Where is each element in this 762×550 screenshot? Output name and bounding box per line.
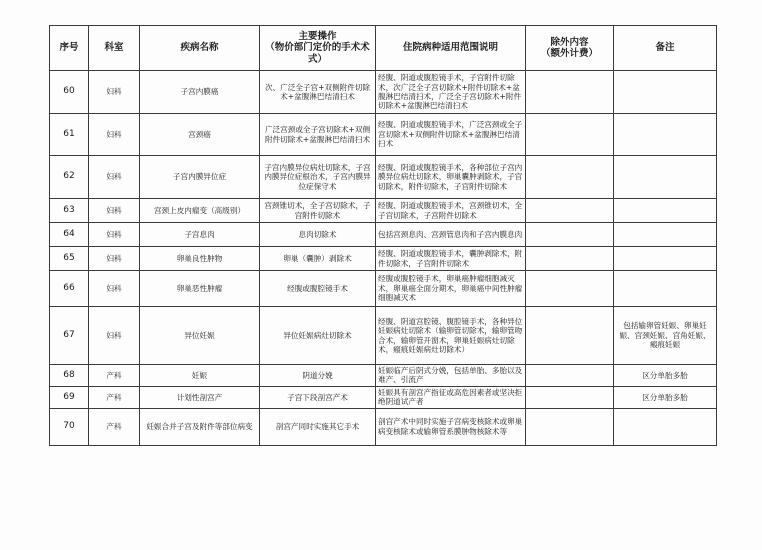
row-seq: 66 (50, 271, 89, 307)
row-scope: 经腹或腹腔镜手术，卵巢癌肿瘤细胞减灭术，卵巢癌全面分期术，卵巢癌中间性肿瘤细胞减灭术 (376, 271, 526, 307)
header-operation: 主要操作 （物价部门定价的手术术式） (260, 26, 376, 71)
row-scope: 经腹、阴道或腹腔镜手术，子宫附件切除术，次广泛全子宫切除术+附件切除术+盆腹淋巴结清扫术，广泛全子宫切除术+附件切除术+盆腹淋巴结清扫术 (376, 71, 526, 114)
header-dept: 科室 (89, 26, 140, 71)
table-row (50, 408, 717, 445)
header-row (50, 26, 717, 71)
row-disease: 卵巢良性肿物 (140, 247, 260, 271)
row-disease: 妊娠合并子宫及附件等部位病变 (140, 408, 260, 445)
row-dept: 妇科 (89, 247, 140, 271)
row-dept: 产科 (89, 408, 140, 445)
row-operation: 卵巢（囊肿）剥除术 (260, 247, 376, 271)
row-disease: 宫颈癌 (140, 114, 260, 156)
row-note (614, 247, 717, 271)
row-extra (526, 386, 614, 408)
row-disease: 宫颈上皮内瘤变（高级别） (140, 199, 260, 223)
table-row (50, 71, 717, 114)
row-extra (526, 307, 614, 365)
row-disease: 子宫息肉 (140, 223, 260, 247)
row-extra (526, 71, 614, 114)
table-row (50, 223, 717, 247)
row-scope: 剖宫产术中同时实施子宫病变核除术或卵巢病变核除术或输卵管系膜肿物核除术等 (376, 408, 526, 445)
row-note (614, 114, 717, 156)
row-seq: 67 (50, 307, 89, 365)
row-seq: 69 (50, 386, 89, 408)
row-dept: 产科 (89, 365, 140, 387)
row-dept: 产科 (89, 386, 140, 408)
row-seq: 63 (50, 199, 89, 223)
row-note (614, 199, 717, 223)
row-operation: 子宫下段剖宫产术 (260, 386, 376, 408)
table-row (50, 271, 717, 307)
header-disease: 疾病名称 (140, 26, 260, 71)
row-scope: 经腹、阴道或腹腔镜手术，各种部位子宫内膜异位病灶切除术，卵巢囊肿剥除术，子宫切除术，附件切除术，子宫附件切除术 (376, 156, 526, 199)
row-operation: 次、广泛全子宫+双侧附件切除术+盆腹淋巴结清扫术 (260, 71, 376, 114)
row-operation: 阴道分娩 (260, 365, 376, 387)
row-dept: 妇科 (89, 307, 140, 365)
row-extra (526, 223, 614, 247)
table-row (50, 386, 717, 408)
row-extra (526, 247, 614, 271)
row-seq: 62 (50, 156, 89, 199)
row-scope: 经腹、阴道或腹腔镜手术，囊肿剥除术，附件切除术，子宫附件切除术 (376, 247, 526, 271)
row-extra (526, 114, 614, 156)
row-extra (526, 271, 614, 307)
header-extra: 除外内容 （额外计费） (526, 26, 614, 71)
row-extra (526, 365, 614, 387)
table-row (50, 156, 717, 199)
row-seq: 65 (50, 247, 89, 271)
row-seq: 68 (50, 365, 89, 387)
disease-table (49, 25, 717, 446)
row-seq: 70 (50, 408, 89, 445)
row-disease: 子宫内膜异位症 (140, 156, 260, 199)
row-disease: 妊娠 (140, 365, 260, 387)
row-scope: 经腹、阴道或腹腔镜手术，宫颈锥切术，全子宫切除术，子宫附件切除术 (376, 199, 526, 223)
row-dept: 妇科 (89, 271, 140, 307)
row-operation: 剖宫产同时实施其它手术 (260, 408, 376, 445)
row-extra (526, 199, 614, 223)
row-scope: 包括宫颈息肉、宫颈管息肉和子宫内膜息肉 (376, 223, 526, 247)
row-scope: 经腹、阴道宫腔镜、腹腔镜手术，各种异位妊娠病灶切除术（输卵管切除术，输卵管吻合术，输卵管开窗术，卵巢妊娠病灶切除术，瘢痕妊娠病灶切除术） (376, 307, 526, 365)
row-note (614, 223, 717, 247)
row-operation: 广泛宫颈或全子宫切除术+双侧附件切除术+盆腹淋巴结清扫术 (260, 114, 376, 156)
table-row (50, 307, 717, 365)
row-scope: 妊娠临产后阴式分娩，包括单胎、多胎以及难产、引流产 (376, 365, 526, 387)
row-disease: 卵巢恶性肿瘤 (140, 271, 260, 307)
table-row (50, 199, 717, 223)
row-note: 区分单胎多胎 (614, 365, 717, 387)
header-seq: 序号 (50, 26, 89, 71)
row-note (614, 408, 717, 445)
row-operation: 经腹或腹腔镜手术 (260, 271, 376, 307)
row-operation: 子宫内膜异位病灶切除术，子宫内膜异位症根治术，子宫内膜异位症保守术 (260, 156, 376, 199)
row-disease: 子宫内膜癌 (140, 71, 260, 114)
row-extra (526, 408, 614, 445)
row-dept: 妇科 (89, 223, 140, 247)
table-row (50, 114, 717, 156)
row-dept: 妇科 (89, 156, 140, 199)
row-scope: 经腹、阴道或腹腔镜手术，广泛宫颈或全子宫切除术+双侧附件切除术+盆腹淋巴结清扫术 (376, 114, 526, 156)
row-note (614, 271, 717, 307)
row-dept: 妇科 (89, 71, 140, 114)
row-note (614, 71, 717, 114)
row-dept: 妇科 (89, 114, 140, 156)
row-scope: 妊娠具有剖宫产指征或高危因素者或坚决拒绝阴道试产者 (376, 386, 526, 408)
table-row (50, 365, 717, 387)
table-row (50, 247, 717, 271)
row-disease: 异位妊娠 (140, 307, 260, 365)
row-operation: 异位妊娠病灶切除术 (260, 307, 376, 365)
row-extra (526, 156, 614, 199)
row-note: 包括输卵管妊娠、卵巢妊娠、宫颈妊娠、宫角妊娠、瘢痕妊娠 (614, 307, 717, 365)
header-scope: 住院病种适用范围说明 (376, 26, 526, 71)
row-seq: 61 (50, 114, 89, 156)
row-note (614, 156, 717, 199)
row-seq: 60 (50, 71, 89, 114)
row-disease: 计划性剖宫产 (140, 386, 260, 408)
row-operation: 宫颈锥切术，全子宫切除术，子宫附件切除术 (260, 199, 376, 223)
row-dept: 妇科 (89, 199, 140, 223)
row-seq: 64 (50, 223, 89, 247)
header-note: 备注 (614, 26, 717, 71)
row-operation: 息肉切除术 (260, 223, 376, 247)
row-note: 区分单胎多胎 (614, 386, 717, 408)
